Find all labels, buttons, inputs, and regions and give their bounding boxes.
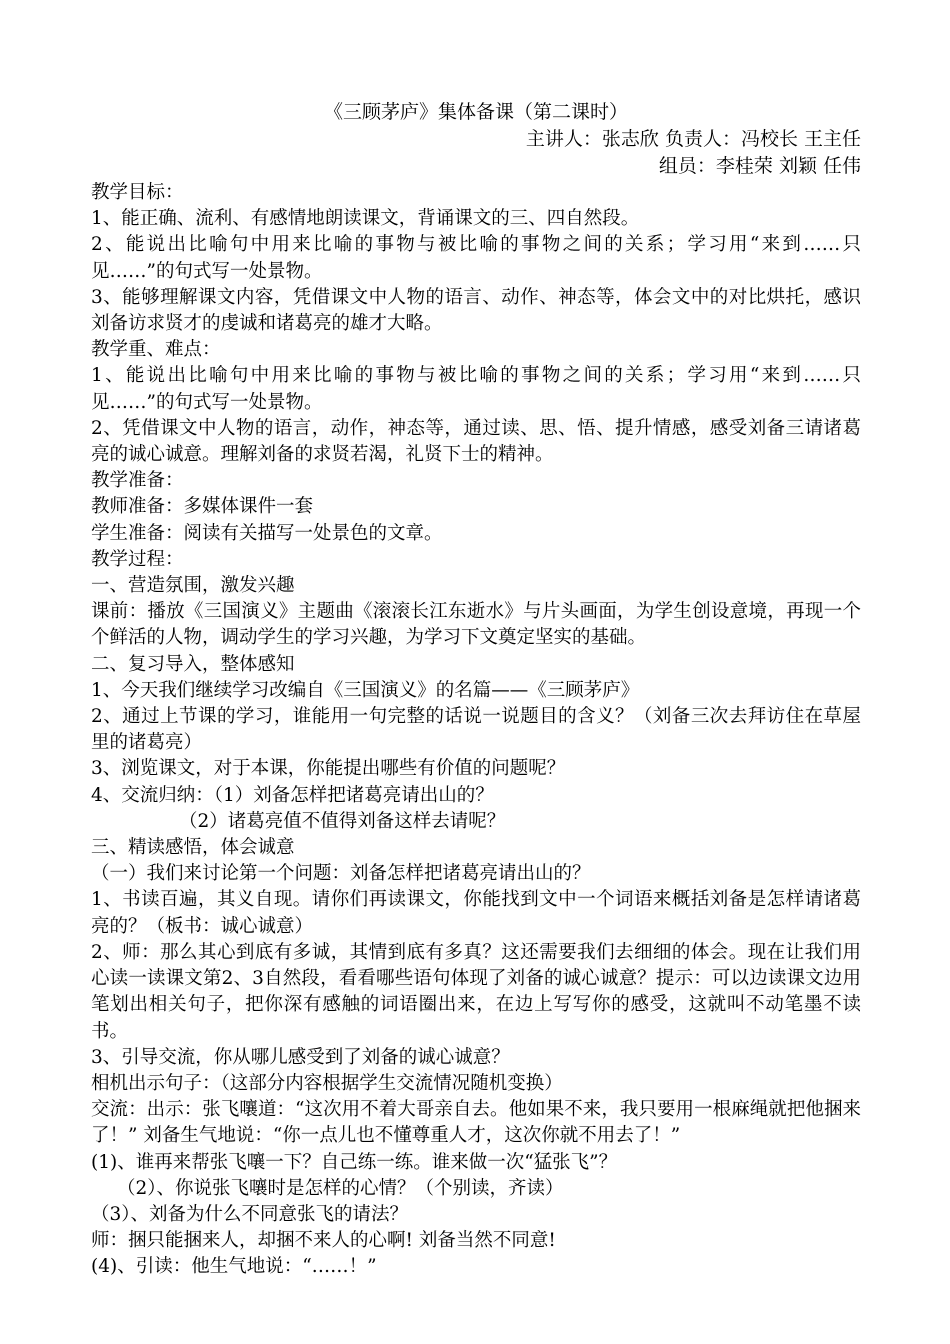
objective-3: 3、能够理解课文内容，凭借课文中人物的语言、动作、神态等，体会文中的对比烘托，感识刘备访求贤才的虔诚和诸葛亮的雄才大略。	[91, 286, 861, 335]
speakers-line: 主讲人：张志欣 负责人：冯校长 王主任	[525, 128, 861, 150]
review-item-1: 1、今天我们继续学习改编自《三国演义》的名篇——《三顾茅庐》	[91, 679, 640, 701]
section-3-heading: 三、精读感悟，体会诚意	[91, 837, 295, 859]
review-item-3: 3、浏览课文，对于本课，你能提出哪些有价值的问题呢？	[91, 758, 566, 780]
review-item-4-sub-2: （2）诸葛亮值不值得刘备这样去请呢？	[179, 810, 506, 832]
objective-2: 2、能说出比喻句中用来比喻的事物与被比喻的事物之间的关系；学习用“来到……只见……”的句式写一处景物。	[91, 234, 861, 282]
reading-item-3: 3、引导交流，你从哪儿感受到了刘备的诚心诚意？	[91, 1046, 510, 1068]
practice-item-3: （3）、刘备为什么不同意张飞的请法？	[91, 1203, 409, 1225]
members-line: 组员：李桂荣 刘颖 任伟	[658, 155, 861, 177]
objective-1: 1、能正确、流利、有感情地朗读课文，背诵课文的三、四自然段。	[91, 208, 640, 230]
section-1-heading: 一、营造氛围，激发兴趣	[91, 575, 295, 597]
teacher-remark: 师：捆只能捆来人，却捆不来人的心啊! 刘备当然不同意!	[91, 1230, 556, 1252]
student-preparation: 学生准备：阅读有关描写一处景色的文章。	[91, 522, 443, 544]
heading-preparation: 教学准备：	[91, 470, 184, 492]
review-item-4: 4、交流归纳：（1）刘备怎样把诸葛亮请出山的？	[91, 784, 494, 806]
practice-item-4: (4)、引读：他生气地说：“……！”	[91, 1256, 377, 1278]
key-point-2: 2、凭借课文中人物的语言，动作，神态等，通过读、思、悟、提升情感，感受刘备三请诸葛亮的诚心诚意。理解刘备的求贤若渴，礼贤下士的精神。	[91, 417, 861, 466]
exchange-quote: 交流：出示：张飞嚷道：“这次用不着大哥亲自去。他如果不来，我只要用一根麻绳就把他捆来了！” 刘备生气地说：“你一点儿也不懂尊重人才，这次你就不用去了！”	[91, 1099, 861, 1147]
section-2-heading: 二、复习导入，整体感知	[91, 653, 295, 675]
document-title: 《三顾茅庐》集体备课（第二课时）	[323, 101, 628, 123]
heading-objectives: 教学目标：	[91, 182, 184, 203]
practice-item-1: (1)、谁再来帮张飞嚷一下？自己练一练。谁来做一次“猛张飞”？	[91, 1151, 618, 1173]
show-sentence-note: 相机出示句子：（这部分内容根据学生交流情况随机变换）	[91, 1072, 563, 1094]
review-item-2: 2、通过上节课的学习，谁能用一句完整的话说一说题目的含义？（刘备三次去拜访住在草屋里的诸葛亮）	[91, 706, 861, 754]
key-point-1: 1、能说出比喻句中用来比喻的事物与被比喻的事物之间的关系；学习用“来到……只见……”的句式写一处景物。	[91, 365, 861, 413]
heading-key-points: 教学重、难点：	[91, 339, 221, 361]
reading-item-2: 2、师：那么其心到底有多诚，其情到底有多真？这还需要我们去细细的体会。现在让我们用心读一读课文第2、3自然段，看看哪些语句体现了刘备的诚心诚意？提示：可以边读课文边用笔划出相关句子，把你深有感触的词语圈出来，在边上写写你的感受，这就叫不动笔墨不读书。	[91, 941, 861, 1042]
discussion-question-1: （一）我们来讨论第一个问题：刘备怎样把诸葛亮请出山的？	[91, 863, 591, 885]
document-page	[91, 99, 861, 1281]
practice-item-2: （2）、你说张飞嚷时是怎样的心情？（个别读，齐读）	[117, 1177, 564, 1199]
heading-process: 教学过程：	[91, 548, 184, 570]
pre-class-text: 课前：播放《三国演义》主题曲《滚滚长江东逝水》与片头画面，为学生创设意境，再现一个个鲜活的人物，调动学生的学习兴趣，为学习下文奠定坚实的基础。	[91, 601, 861, 649]
teacher-preparation: 教师准备：多媒体课件一套	[91, 496, 314, 518]
reading-item-1: 1、书读百遍，其义自现。请你们再读课文，你能找到文中一个词语来概括刘备是怎样请诸葛亮的？（板书：诚心诚意）	[91, 889, 861, 937]
